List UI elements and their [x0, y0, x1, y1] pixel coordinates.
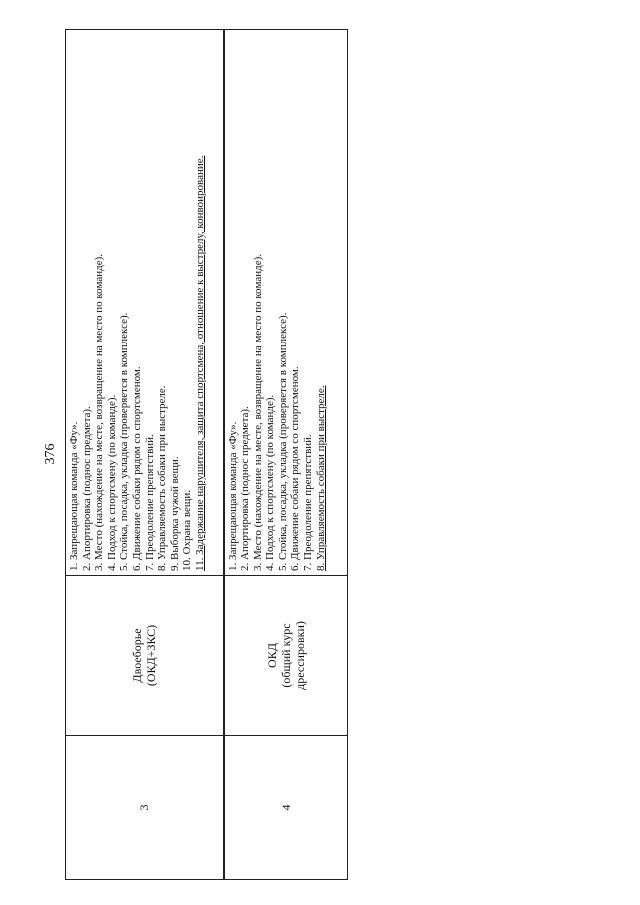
exercise-item: 4. Подход к спортсмену (по команде).: [264, 394, 277, 571]
discipline-name-cell: [224, 576, 348, 736]
exercise-item: 5. Стойка, посадка, укладка (проверяется в комплексе).: [118, 312, 131, 571]
exercise-item: 10. Охрана вещи.: [181, 490, 194, 571]
exercise-item: 8. Управляемость собаки при выстреле.: [156, 385, 169, 571]
exercise-item: 3. Место (нахождение на месте, возвращение на место по команде).: [93, 253, 106, 571]
exercise-item: 7. Преодоление препятствий.: [302, 434, 315, 571]
exercise-item: 8. Управляемость собаки при выстреле.: [314, 385, 327, 571]
table-row: [224, 30, 348, 880]
exercise-item: 5. Стойка, посадка, укладка (проверяется в комплексе).: [276, 312, 289, 571]
exercise-item: 2. Апортировка (поднос предмета).: [239, 406, 252, 571]
exercise-item: 1. Запрещающая команда «Фу».: [68, 421, 80, 571]
exercise-item: 6. Движение собаки рядом со спортсменом.: [289, 366, 302, 571]
exercise-item: 1. Запрещающая команда «Фу».: [226, 421, 239, 571]
page-number: 376: [43, 443, 58, 465]
discipline-table: [65, 30, 347, 880]
exercise-item: 9. Выборка чужой вещи.: [168, 456, 181, 571]
exercise-item: 11. Задержание нарушителя, защита спортсмена, отношение к выстрелу, конвоирование.: [193, 155, 206, 571]
exercise-item: 6. Движение собаки рядом со спортсменом.: [130, 366, 143, 571]
discipline-name-line: (общий курс: [278, 623, 293, 688]
discipline-name-line: (ОКД+ЗКС): [144, 624, 159, 687]
exercise-item: 3. Место (нахождение на месте, возвращение на место по команде).: [251, 253, 264, 571]
discipline-name-cell: [66, 576, 224, 736]
row-number-cell: 4: [224, 736, 348, 880]
exercise-item: 4. Подход к спортсмену (по команде).: [105, 394, 118, 571]
exercise-item: 2. Апортировка (поднос предмета).: [80, 406, 93, 571]
discipline-name-line: ОКД: [264, 643, 279, 668]
row-number-cell: 3: [66, 736, 224, 880]
exercise-list-cell: [66, 30, 224, 576]
exercise-list-cell: [224, 30, 348, 576]
exercise-item: 7. Преодоление препятствий.: [143, 434, 156, 571]
table-row: [66, 30, 224, 880]
discipline-name-line: дрессировки): [292, 621, 307, 690]
discipline-name-line: Двоеборье: [130, 628, 145, 683]
